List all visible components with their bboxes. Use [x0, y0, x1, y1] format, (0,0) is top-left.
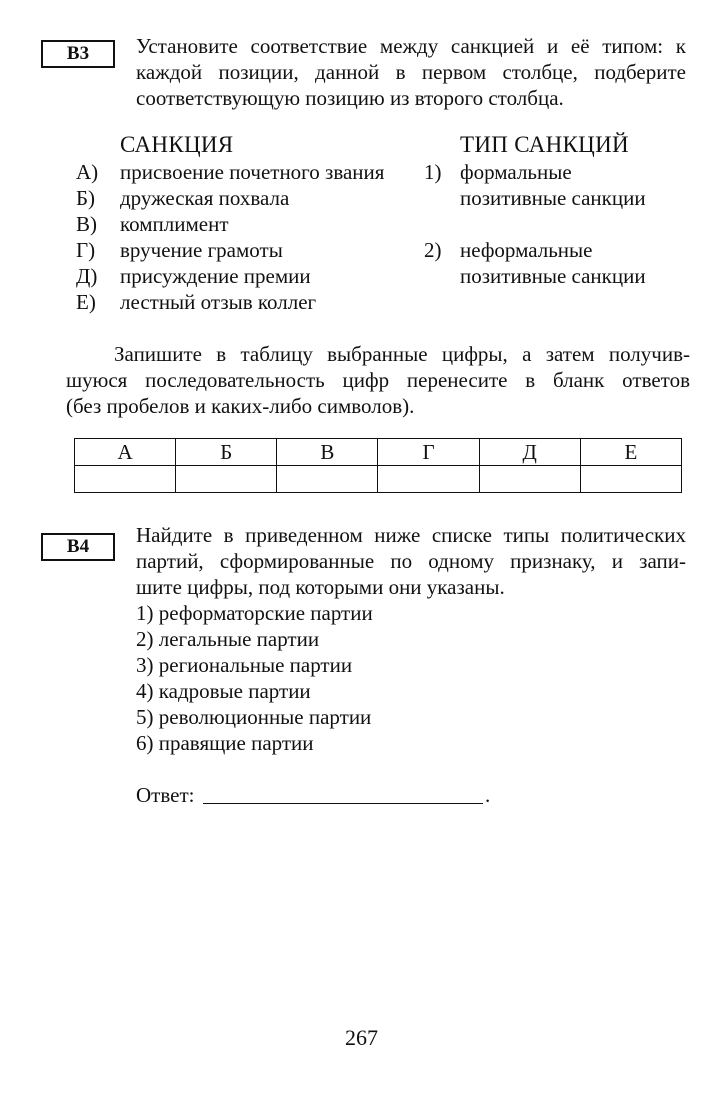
page-number: 267 [345, 1025, 378, 1050]
answer-cell[interactable] [479, 466, 580, 493]
b4-task-line-3: шите цифры, под которыми они указаны. [136, 575, 505, 599]
answer-table-header-cell: Б [176, 439, 277, 466]
instruction-line-2: шуюся последовательность цифр перенесите в бланк ответов [66, 368, 690, 392]
b3-task-line-2: каждой позиции, данной в первом столбце, подберите [136, 60, 686, 84]
party-type-item: 3) региональные партии [136, 653, 353, 677]
b3-task-line-3: соответствующую позицию из второго столбца. [136, 86, 564, 110]
answer-cell[interactable] [580, 466, 681, 493]
answer-input-line[interactable] [203, 803, 483, 804]
answer-table-header-cell: Д [479, 439, 580, 466]
b4-task-line-2: партий, сформированные по одному признаку, и запи- [136, 549, 686, 573]
party-type-item: 4) кадровые партии [136, 679, 311, 703]
sanction-letter: Г) [76, 238, 96, 262]
sanction-letter: Е) [76, 290, 96, 314]
sanction-text: дружеская похвала [120, 186, 290, 210]
answer-table-header-cell: Г [378, 439, 479, 466]
task-label-b3-text: B3 [66, 43, 90, 64]
b3-task-line-1: Установите соответствие между санкцией и её типом: к [136, 34, 686, 58]
task-label-b3 [41, 40, 115, 68]
answer-table-header-cell: В [277, 439, 378, 466]
sanction-text: присвоение почетного звания [120, 160, 385, 184]
party-type-item: 5) революционные партии [136, 705, 372, 729]
sanction-letter: А) [76, 160, 99, 184]
sanction-type-number: 1) [424, 160, 442, 184]
answer-table-header-cell: Е [580, 439, 681, 466]
answer-table-header-cell: А [75, 439, 176, 466]
sanction-type-line-2: позитивные санкции [460, 186, 646, 210]
instruction-line-3: (без пробелов и каких-либо символов). [66, 394, 415, 418]
sanction-column-header: САНКЦИЯ [120, 132, 234, 157]
sanction-type-line-2: позитивные санкции [460, 264, 646, 288]
answer-end-period: . [485, 783, 491, 807]
instruction-line-1: Запишите в таблицу выбранные цифры, а затем получив- [114, 342, 690, 366]
sanction-text: комплимент [120, 212, 229, 236]
sanction-type-line-1: неформальные [460, 238, 593, 262]
sanction-type-column-header: ТИП САНКЦИЙ [460, 132, 629, 157]
answer-cell[interactable] [378, 466, 479, 493]
answer-cell[interactable] [176, 466, 277, 493]
sanction-letter: Д) [76, 264, 98, 288]
answer-table-header-row [75, 439, 682, 466]
b4-task-line-1: Найдите в приведенном ниже списке типы политических [136, 523, 686, 547]
task-label-b4 [41, 533, 115, 561]
party-type-item: 6) правящие партии [136, 731, 314, 755]
answer-cell[interactable] [75, 466, 176, 493]
sanction-letter: Б) [76, 186, 96, 210]
task-label-b4-text: B4 [66, 536, 90, 557]
sanction-text: вручение грамоты [120, 238, 283, 262]
sanction-text: лестный отзыв коллег [120, 290, 317, 314]
sanction-text: присуждение премии [120, 264, 311, 288]
answer-label: Ответ: [136, 783, 195, 807]
answer-table [74, 438, 682, 493]
party-type-item: 1) реформаторские партии [136, 601, 373, 625]
answer-cell[interactable] [277, 466, 378, 493]
sanction-type-number: 2) [424, 238, 442, 262]
sanction-type-line-1: формальные [460, 160, 572, 184]
sanction-letter: В) [76, 212, 97, 236]
answer-table-input-row [75, 466, 682, 493]
party-type-item: 2) легальные партии [136, 627, 320, 651]
